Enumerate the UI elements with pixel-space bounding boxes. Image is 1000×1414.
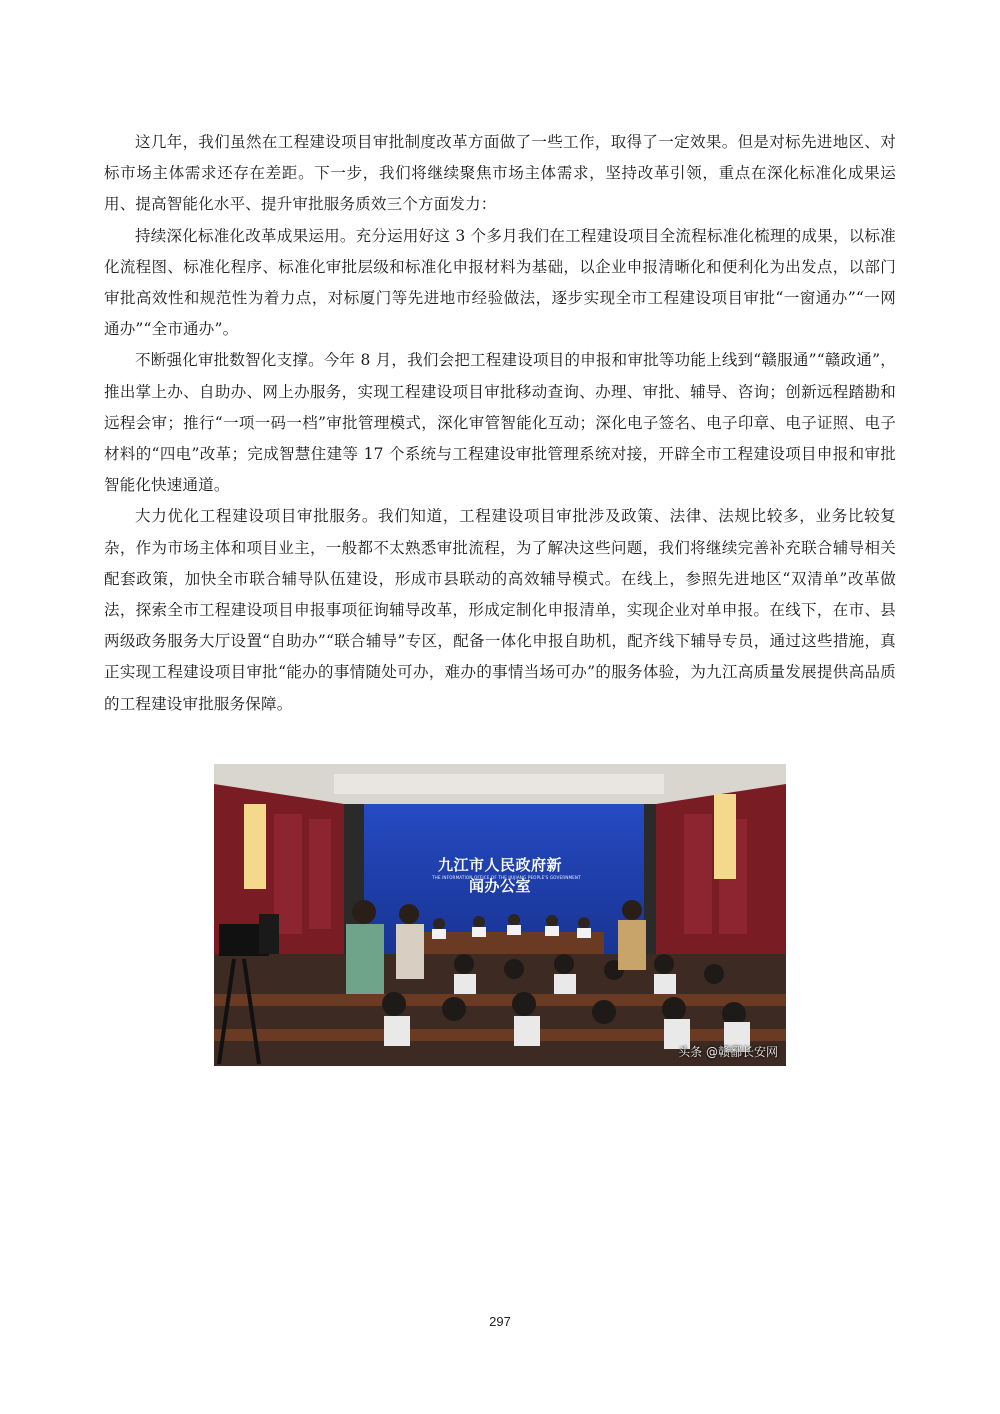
document-body (104, 127, 896, 720)
paragraph-service-optimization: 大力优化工程建设项目审批服务。我们知道，工程建设项目审批涉及政策、法律、法规比较多，业务比较复杂，作为市场主体和项目业主，一般都不太熟悉审批流程，为了解决这些问题，我们将继续完善补充联合辅导相关配套政策，加快全市联合辅导队伍建设，形成市县联动的高效辅导模式。在线上，参照先进地区“双清单”改革做法，探索全市工程建设项目申报事项征询辅导改革，形成定制化申报清单，实现企业对单申报。在线下，在市、县两级政务服务大厅设置“自助办”“联合辅导”专区，配备一体化申报自助机，配齐线下辅导专员，通过这些措施，真正实现工程建设项目审批“能办的事情随处可办，难办的事情当场可办”的服务体验，为九江高质量发展提供高品质的工程建设审批服务保障。 (104, 507, 896, 713)
press-conference-scene (214, 764, 786, 1066)
photo-watermark: 头条 @赣鄱长安网 (678, 1045, 778, 1059)
page-number: 297 (489, 1314, 511, 1329)
backdrop-subtitle: THE INFORMATION OFFICE OF THE JIUJIANG PEOPLE'S GOVERNMENT (432, 875, 581, 880)
press-conference-photo (214, 764, 786, 1066)
paragraph-standardization: 持续深化标准化改革成果运用。充分运用好这 3 个多月我们在工程建设项目全流程标准化梳理的成果，以标准化流程图、标准化程序、标准化审批层级和标准化申报材料为基础，以企业申报清晰化和便利化为出发点，以部门审批高效性和规范性为着力点，对标厦门等先进地市经验做法，逐步实现全市工程建设项目审批“一窗通办”“一网通办”“全市通办”。 (104, 226, 896, 339)
backdrop-title: 九江市人民政府新闻办公室 (437, 856, 562, 895)
paragraph-intro: 这几年，我们虽然在工程建设项目审批制度改革方面做了一些工作，取得了一定效果。但是对标先进地区、对标市场主体需求还存在差距。下一步，我们将继续聚焦市场主体需求，坚持改革引领，重点在深化标准化成果运用、提高智能化水平、提升审批服务质效三个方面发力： (104, 133, 896, 214)
paragraph-digitalization: 不断强化审批数智化支撑。今年 8 月，我们会把工程建设项目的申报和审批等功能上线到“赣服通”“赣政通”，推出掌上办、自助办、网上办服务，实现工程建设项目审批移动查询、办理、审批、辅导、咨询；创新远程踏勘和远程会审；推行“一项一码一档”审批管理模式，深化审管智能化互动；深化电子签名、电子印章、电子证照、电子材料的“四电”改革；完成智慧住建等 17 个系统与工程建设审批管理系统对接，开辟全市工程建设项目申报和审批智能化快速通道。 (104, 351, 896, 495)
